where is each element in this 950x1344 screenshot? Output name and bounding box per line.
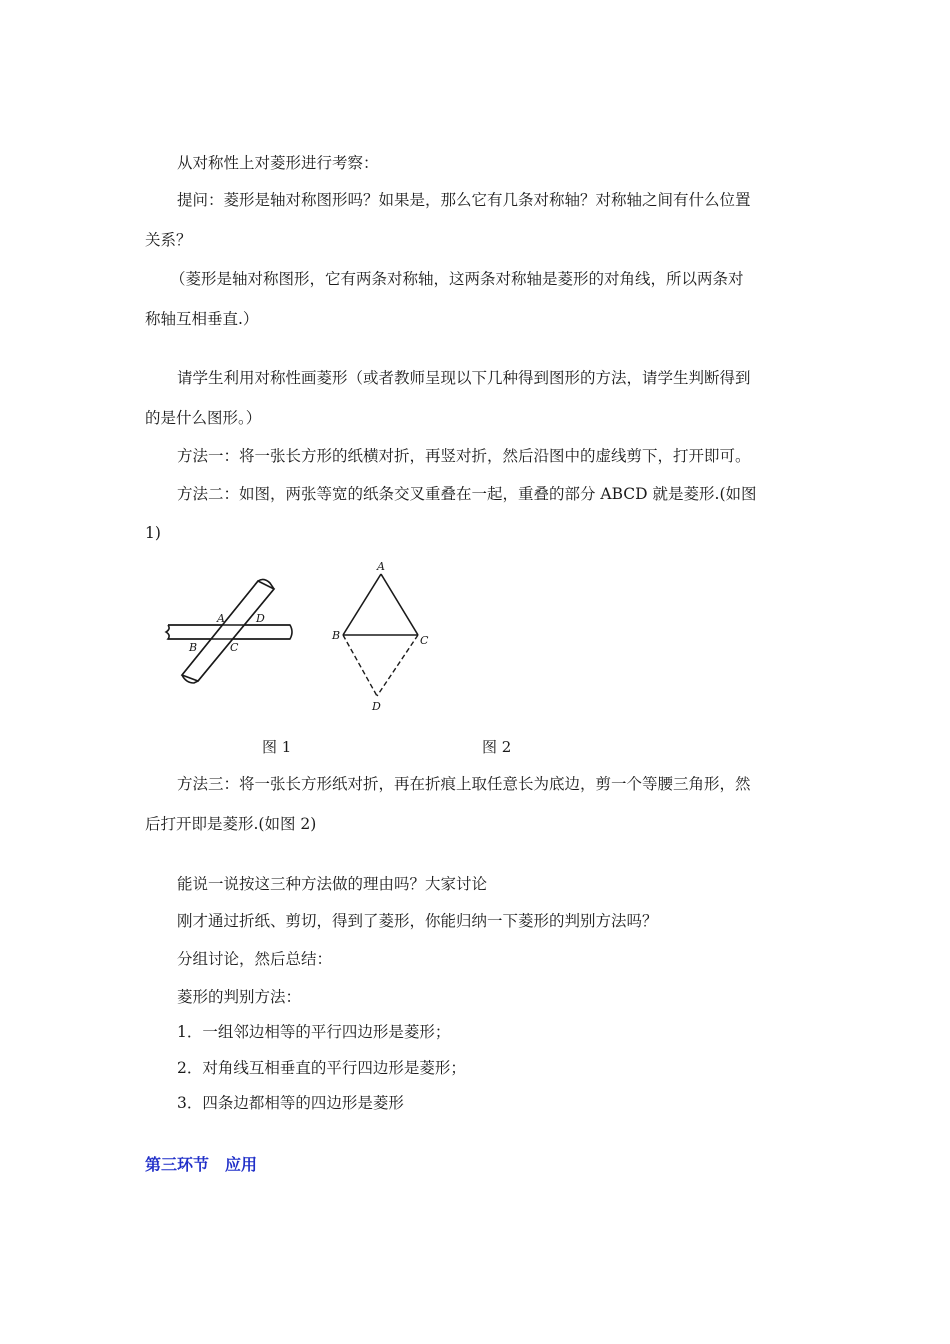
fig2-label-b: B xyxy=(332,629,341,642)
paragraph-criteria-title: 菱形的判别方法： xyxy=(177,988,302,1006)
paragraph-draw-rhombus-line1: 请学生利用对称性画菱形（或者教师呈现以下几种得到图形的方法，请学生判断得到 xyxy=(177,369,751,387)
figure-2-folded-rhombus xyxy=(325,556,440,716)
paragraph-symmetry-intro: 从对称性上对菱形进行考察： xyxy=(177,154,379,172)
fig1-label-b: B xyxy=(189,641,198,654)
diagonal-strip xyxy=(182,581,274,681)
paragraph-question-line2: 关系？ xyxy=(145,231,192,249)
paragraph-method-three-line2: 后打开即是菱形.(如图 2) xyxy=(145,815,317,833)
paragraph-summarize-question: 刚才通过折纸、剪切，得到了菱形，你能归纳一下菱形的判别方法吗？ xyxy=(177,912,658,930)
paragraph-group-discussion: 分组讨论，然后总结： xyxy=(177,950,333,968)
fig2-label-a: A xyxy=(377,560,385,573)
figure-2-caption: 图 2 xyxy=(482,738,512,756)
figure-1-caption: 图 1 xyxy=(262,738,292,756)
fig1-label-d: D xyxy=(256,612,265,625)
paragraph-method-three-line1: 方法三：将一张长方形纸对折，再在折痕上取任意长为底边，剪一个等腰三角形，然 xyxy=(177,775,751,793)
fig2-label-d: D xyxy=(372,700,381,713)
criteria-item-1: 1．一组邻边相等的平行四边形是菱形； xyxy=(177,1023,451,1041)
paragraph-method-two-line2: 1) xyxy=(145,524,161,542)
paragraph-answer-line2: 称轴互相垂直.） xyxy=(145,310,259,328)
paragraph-draw-rhombus-line2: 的是什么图形。） xyxy=(145,409,262,427)
criteria-item-3: 3．四条边都相等的四边形是菱形 xyxy=(177,1094,404,1112)
paragraph-discuss-reason: 能说一说按这三种方法做的理由吗？大家讨论 xyxy=(177,875,488,893)
section-heading: 第三环节 应用 xyxy=(145,1155,258,1174)
fig1-label-a: A xyxy=(217,612,225,625)
paragraph-method-one: 方法一：将一张长方形的纸横对折，再竖对折，然后沿图中的虚线剪下，打开即可。 xyxy=(177,447,751,465)
fig1-label-c: C xyxy=(230,641,239,654)
paragraph-method-two-line1: 方法二：如图，两张等宽的纸条交叉重叠在一起，重叠的部分 ABCD 就是菱形.(如图 xyxy=(177,485,757,503)
figure-1-crossed-strips xyxy=(160,575,300,690)
fig2-label-c: C xyxy=(420,634,429,647)
paragraph-question-line1: 提问：菱形是轴对称图形吗？如果是，那么它有几条对称轴？对称轴之间有什么位置 xyxy=(177,191,751,209)
criteria-item-2: 2．对角线互相垂直的平行四边形是菱形； xyxy=(177,1059,466,1077)
paragraph-answer-line1: （菱形是轴对称图形，它有两条对称轴，这两条对称轴是菱形的对角线，所以两条对 xyxy=(170,270,744,288)
